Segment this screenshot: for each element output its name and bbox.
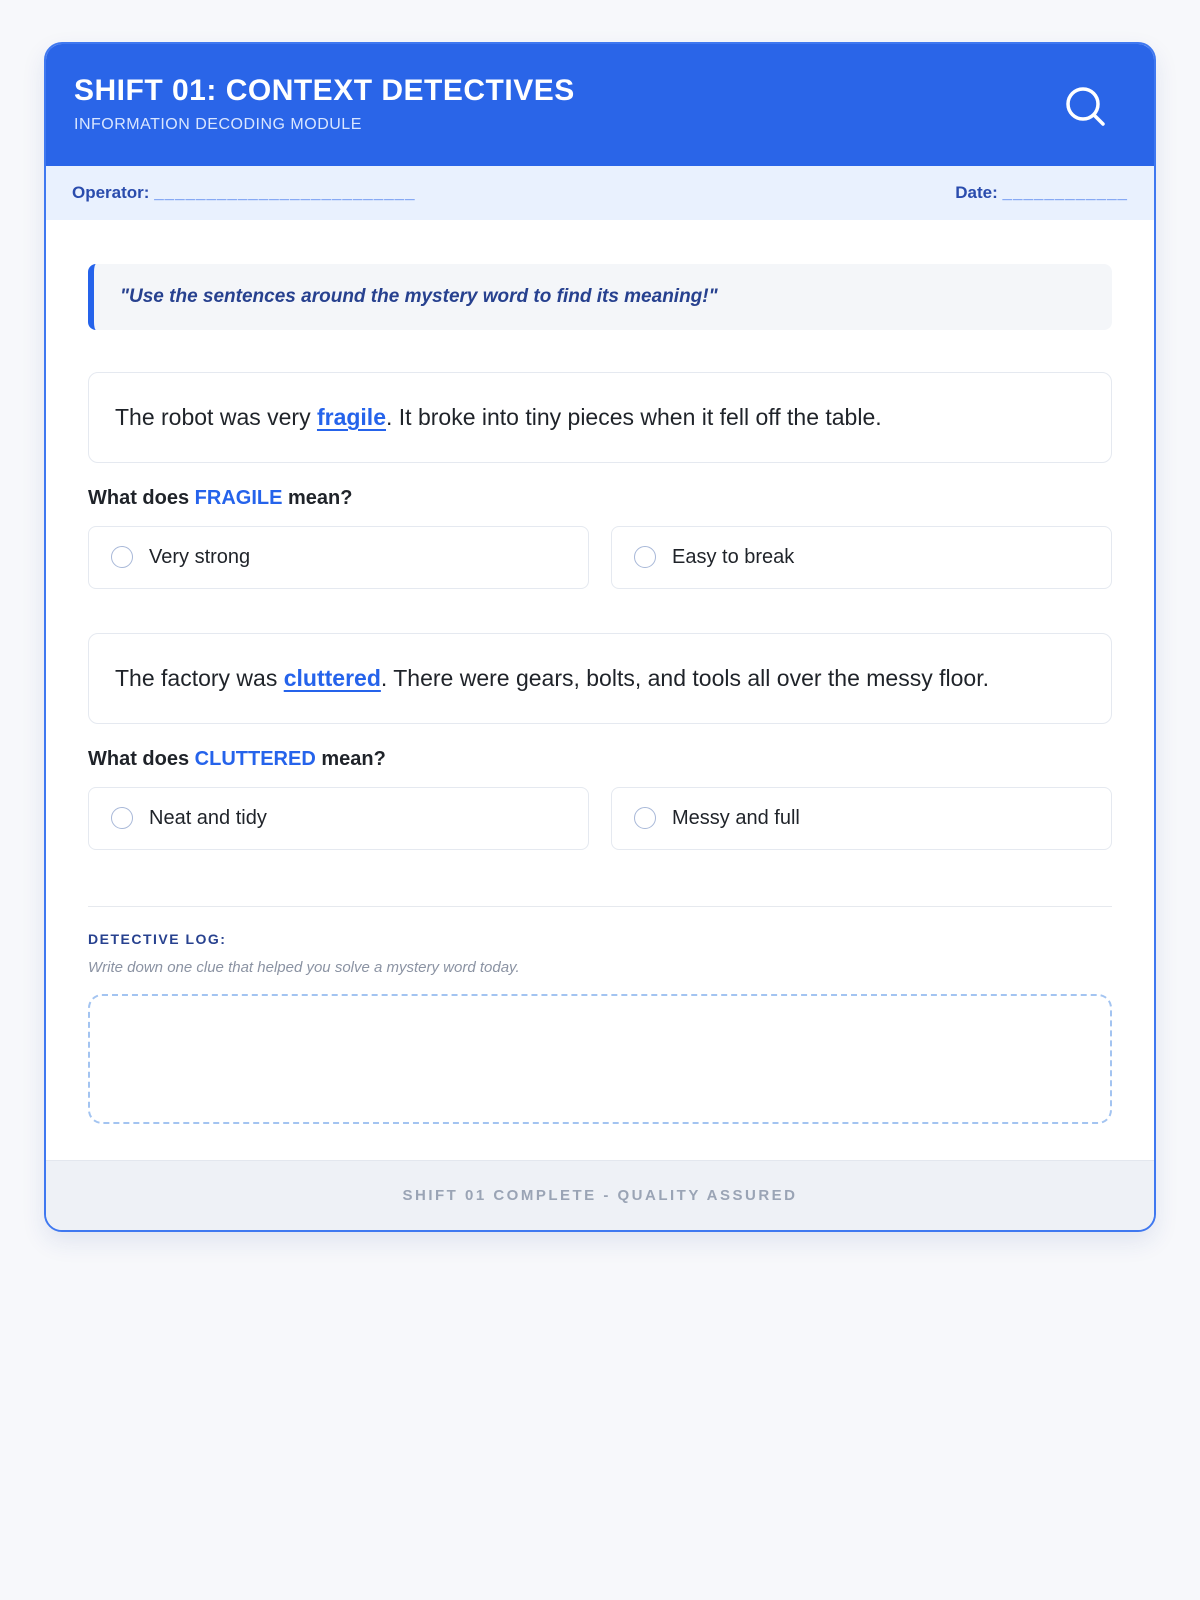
section-divider (88, 906, 1112, 907)
question-keyword: FRAGILE (194, 486, 283, 509)
search-icon[interactable] (1058, 80, 1114, 136)
option-label: Easy to break (672, 545, 795, 568)
instruction-quote: "Use the sentences around the mystery word to find its meaning!" (120, 286, 718, 307)
question-text: What does (88, 747, 195, 770)
passage-text: . There were gears, bolts, and tools all over the messy floor. (380, 664, 989, 691)
footer-status-text: SHIFT 01 COMPLETE - QUALITY ASSURED (402, 1186, 798, 1204)
worksheet-card (44, 42, 1156, 1232)
operator-blank-line[interactable]: _________________________ (154, 183, 416, 202)
question-text: mean? (282, 486, 353, 509)
radio-icon[interactable] (634, 807, 656, 829)
radio-icon[interactable] (111, 546, 133, 568)
options-row-1 (88, 526, 1112, 589)
worksheet-header (46, 44, 1154, 166)
detective-log-hint: Write down one clue that helped you solve a mystery word today. (88, 958, 520, 976)
question-text: mean? (315, 747, 386, 770)
meta-strip (46, 166, 1154, 220)
question-2 (88, 748, 1112, 771)
option-label: Messy and full (672, 806, 800, 829)
radio-icon[interactable] (111, 807, 133, 829)
passage-box (88, 372, 1112, 463)
instruction-quote-box (88, 264, 1112, 330)
passage-box (88, 633, 1112, 724)
passage-text: . It broke into tiny pieces when it fell off the table. (386, 404, 882, 430)
date-label: Date: (955, 183, 998, 202)
question-text: What does (88, 486, 195, 509)
passage-text: The robot was very (115, 404, 317, 430)
option-label: Very strong (149, 545, 251, 568)
operator-label: Operator: (72, 183, 150, 202)
page-subtitle: INFORMATION DECODING MODULE (74, 116, 362, 133)
detective-log-writing-area[interactable] (88, 994, 1112, 1124)
mystery-word: fragile (316, 404, 386, 430)
option-very-strong[interactable] (88, 526, 589, 589)
option-easy-to-break[interactable] (611, 526, 1112, 589)
options-row-2 (88, 787, 1112, 850)
question-1 (88, 487, 1112, 510)
radio-icon[interactable] (634, 546, 656, 568)
page-title: SHIFT 01: CONTEXT DETECTIVES (74, 74, 575, 107)
option-messy-and-full[interactable] (611, 787, 1112, 850)
operator-field (72, 183, 416, 203)
worksheet-footer (46, 1160, 1154, 1230)
date-blank-line[interactable]: ____________ (1002, 183, 1128, 202)
exercise-1 (88, 372, 1112, 589)
mystery-word: cluttered (283, 664, 381, 691)
exercise-2 (88, 633, 1112, 850)
date-field (955, 183, 1128, 203)
option-neat-and-tidy[interactable] (88, 787, 589, 850)
worksheet-content (46, 220, 1154, 1160)
option-label: Neat and tidy (149, 806, 267, 829)
question-keyword: CLUTTERED (194, 747, 316, 770)
detective-log-title: DETECTIVE LOG: (88, 930, 227, 947)
passage-text: The factory was (115, 664, 284, 691)
